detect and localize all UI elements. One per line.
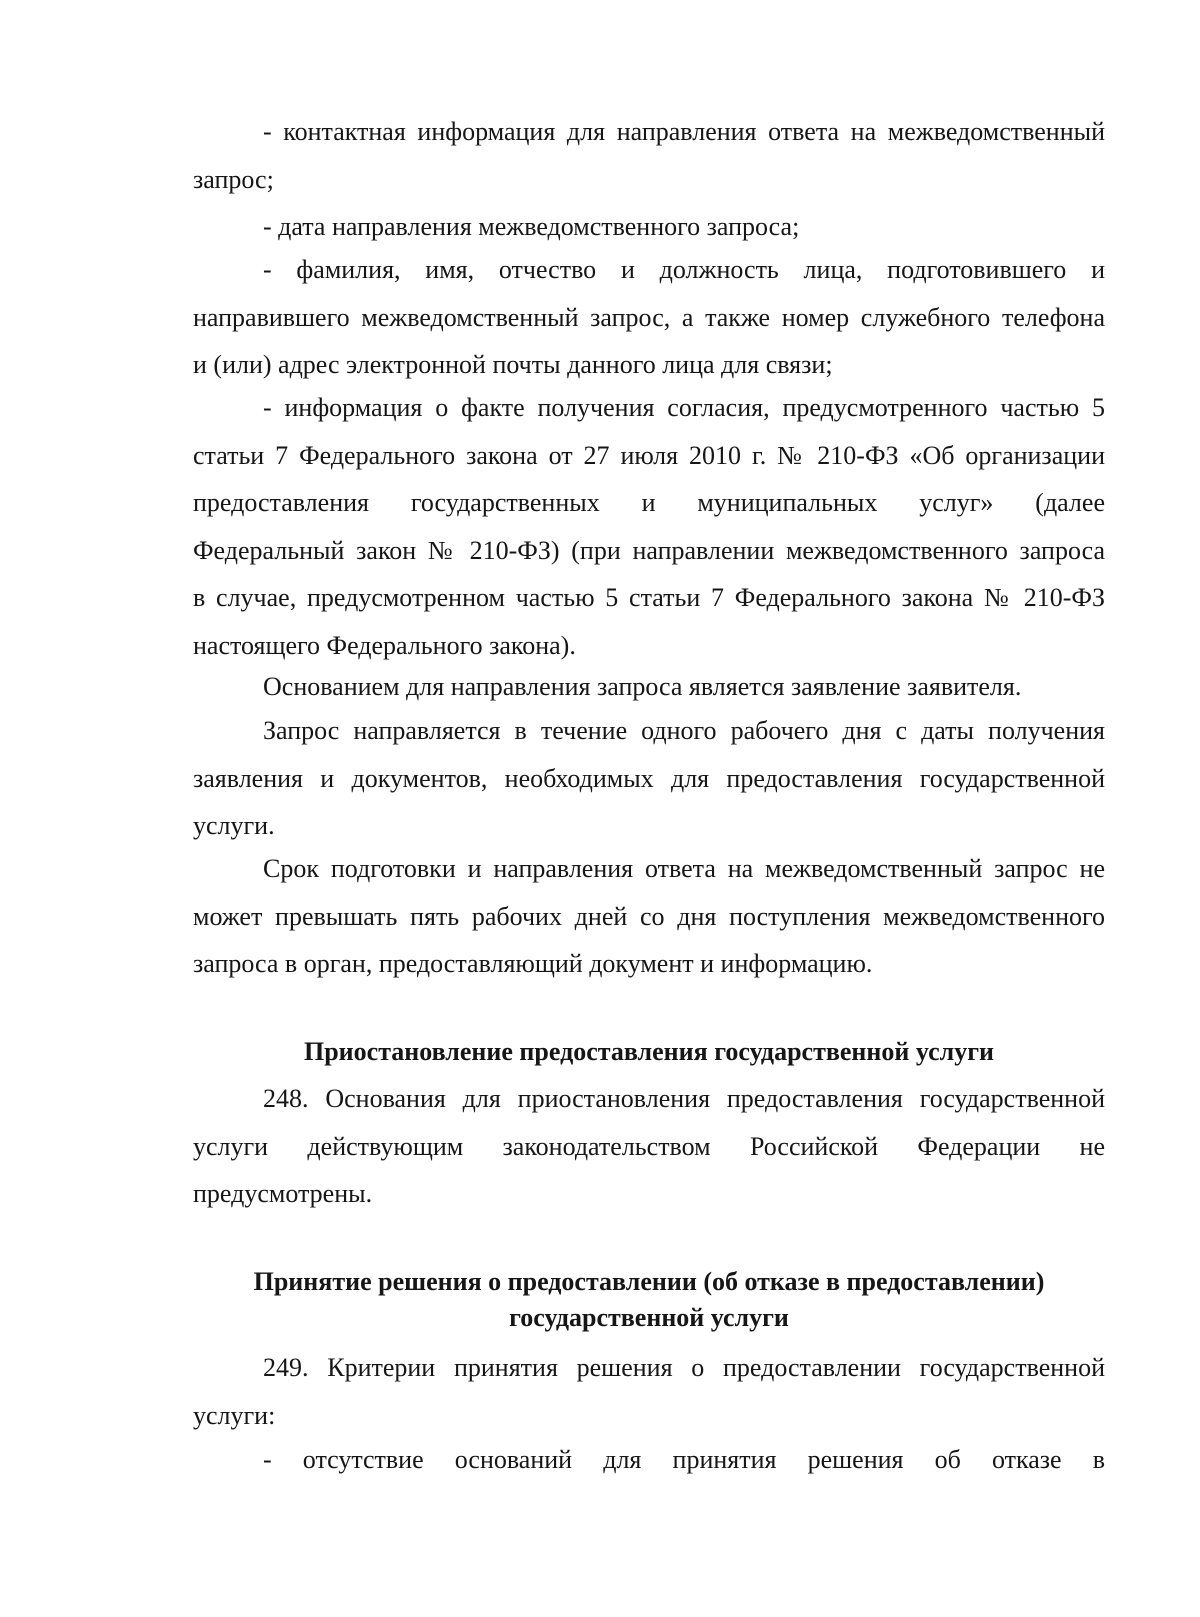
text-line: может превышать пять рабочих дней со дня поступления межведомственного [193, 901, 1105, 931]
paragraph-request-date [193, 203, 1105, 251]
text-line: предусмотрены. [193, 1179, 373, 1208]
text-line: заявления и документов, необходимых для предоставления государственной [193, 763, 1105, 793]
text-line: статьи 7 Федерального закона от 27 июля 2010 г. № 210-ФЗ «Об организации [193, 440, 1105, 470]
paragraph-person-info [193, 246, 1105, 389]
text-line: Запрос направляется в течение одного рабочего дня с даты получения [263, 716, 1105, 745]
section-heading-suspension: Приостановление предоставления государственной услуги [303, 1037, 994, 1066]
text-line: - отсутствие оснований для принятия решения об отказе в [263, 1445, 1105, 1474]
section-heading-decision [193, 1264, 1105, 1336]
heading-line: Принятие решения о предоставлении (об отказе в предоставлении) [253, 1267, 1045, 1296]
text-line: запроса в орган, предоставляющий документ и информацию. [193, 949, 873, 978]
text-line: 249. Критерии принятия решения о предоставлении государственной [263, 1353, 1105, 1382]
text-line: услуги. [193, 811, 275, 840]
text-line: - контактная информация для направления ответа на межведомственный [263, 117, 1105, 146]
text-line: услуги действующим законодательством Российской Федерации не [193, 1131, 1105, 1161]
text-line: Федеральный закон № 210-ФЗ) (при направлении межведомственного запроса [193, 535, 1105, 565]
text-line: предоставления государственных и муниципальных услуг» (далее [193, 488, 1105, 517]
paragraph-request-timing [193, 707, 1105, 850]
text-line: - информация о факте получения согласия, предусмотренного частью 5 [263, 393, 1105, 422]
text-line: - дата направления межведомственного запроса; [263, 212, 800, 241]
paragraph-basis [193, 663, 1105, 711]
paragraph-248 [193, 1075, 1105, 1218]
text-line: услуги: [193, 1400, 276, 1430]
text-line: Основанием для направления запроса является заявление заявителя. [263, 672, 1022, 701]
heading-line: государственной услуги [509, 1303, 789, 1332]
text-line: настоящего Федерального закона). [193, 630, 576, 660]
paragraph-criteria-item [193, 1436, 1105, 1484]
text-line: направившего межведомственный запрос, а также номер служебного телефона [193, 302, 1105, 332]
text-line: Срок подготовки и направления ответа на межведомственный запрос не [263, 854, 1105, 883]
paragraph-consent-info [193, 384, 1105, 669]
paragraph-249 [193, 1344, 1105, 1439]
text-line: - фамилия, имя, отчество и должность лица, подготовившего и [263, 255, 1105, 284]
text-line: в случае, предусмотренном частью 5 статьи 7 Федерального закона № 210-ФЗ [193, 583, 1105, 612]
paragraph-contact-info [193, 108, 1105, 203]
text-line: 248. Основания для приостановления предоставления государственной [263, 1084, 1105, 1113]
text-line: и (или) адрес электронной почты данного лица для связи; [193, 350, 833, 379]
text-line: запрос; [193, 164, 274, 194]
paragraph-response-term [193, 845, 1105, 988]
